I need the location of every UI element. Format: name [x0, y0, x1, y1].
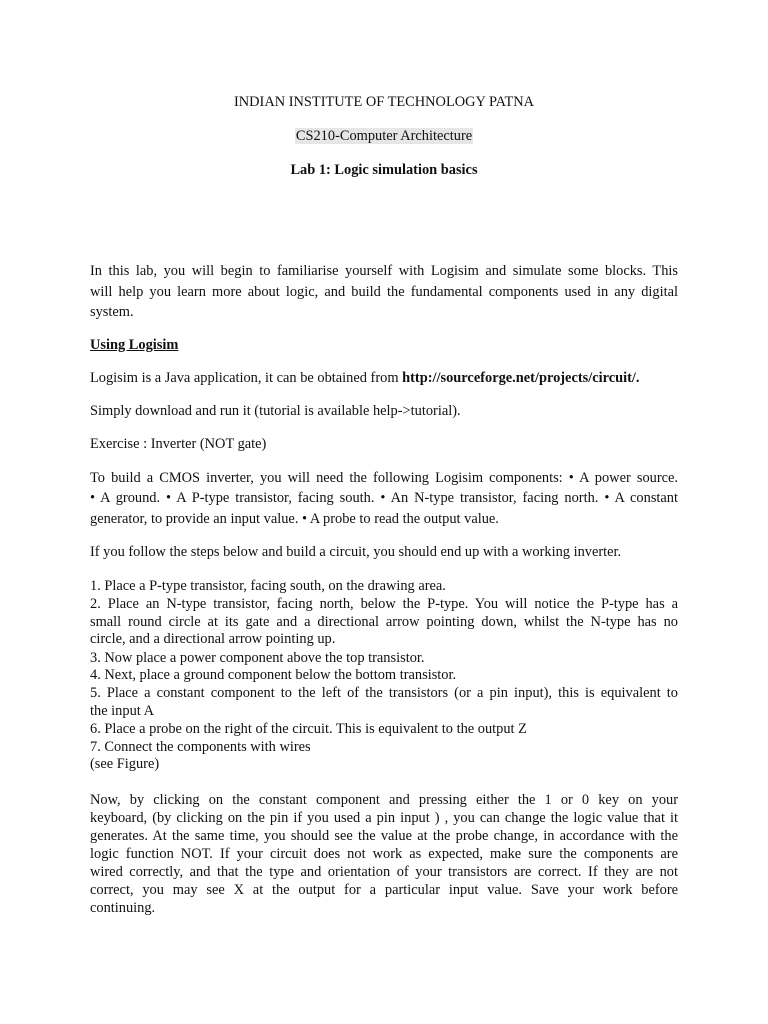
- step-line: 7. Connect the components with wires: [90, 739, 311, 755]
- logisim-source-line: [90, 369, 640, 387]
- components-line: To build a CMOS inverter, you will need the following Logisim components: • A power source.: [90, 470, 678, 486]
- logisim-source-text: Logisim is a Java application, it can be obtained from: [90, 370, 403, 386]
- logisim-url: http://sourceforge.net/projects/circuit/.: [402, 370, 640, 386]
- closing-line: continuing.: [90, 900, 156, 916]
- step-line: 1. Place a P-type transistor, facing south, on the drawing area.: [90, 578, 446, 594]
- closing-line: wired correctly, and that the type and orientation of your transistors are correct. If they are not: [90, 864, 678, 880]
- step-line: 6. Place a probe on the right of the circuit. This is equivalent to the output Z: [90, 721, 527, 737]
- closing-line: correct, you may see X at the output for a particular input value. Save your work before: [90, 882, 678, 898]
- section-heading: Using Logisim: [90, 337, 179, 353]
- components-line: • A ground. • A P-type transistor, facing south. • An N-type transistor, facing north. • A constant: [90, 490, 678, 506]
- step-line: 5. Place a constant component to the left of the transistors (or a pin input), this is equivalent to: [90, 685, 678, 701]
- course-title: [0, 127, 768, 145]
- step-line: 3. Now place a power component above the top transistor.: [90, 650, 425, 666]
- intro-line: In this lab, you will begin to familiarise yourself with Logisim and simulate some blocks. This: [90, 263, 678, 279]
- intro-line: system.: [90, 304, 134, 320]
- step-line: 2. Place an N-type transistor, facing north, below the P-type. You will notice the P-type has a: [90, 596, 678, 612]
- step-line: small round circle at its gate and a directional arrow pointing down, whilst the N-type has no: [90, 614, 678, 630]
- institute-title: INDIAN INSTITUTE OF TECHNOLOGY PATNA: [233, 94, 535, 110]
- step-line: the input A: [90, 703, 154, 719]
- closing-line: logic function NOT. If your circuit does not work as expected, make sure the components are: [90, 846, 678, 862]
- exercise-line: Exercise : Inverter (NOT gate): [90, 436, 267, 452]
- closing-line: Now, by clicking on the constant component and pressing either the 1 or 0 key on your: [90, 792, 678, 808]
- step-line: 4. Next, place a ground component below the bottom transistor.: [90, 667, 457, 683]
- step-line: (see Figure): [90, 756, 160, 772]
- closing-line: generates. At the same time, you should see the value at the probe change, in accordance with the: [90, 828, 678, 844]
- intro-line: will help you learn more about logic, and build the fundamental components used in any digital: [90, 284, 678, 300]
- step-line: circle, and a directional arrow pointing up.: [90, 631, 336, 647]
- components-line: generator, to provide an input value. • A probe to read the output value.: [90, 511, 499, 527]
- course-title-text: CS210-Computer Architecture: [295, 128, 473, 144]
- download-line: Simply download and run it (tutorial is available help->tutorial).: [90, 403, 461, 419]
- lab-title: Lab 1: Logic simulation basics: [290, 162, 478, 178]
- closing-line: keyboard, (by clicking on the pin if you used a pin input ) , you can change the logic value that it: [90, 810, 678, 826]
- follow-line: If you follow the steps below and build a circuit, you should end up with a working inverter.: [90, 544, 622, 560]
